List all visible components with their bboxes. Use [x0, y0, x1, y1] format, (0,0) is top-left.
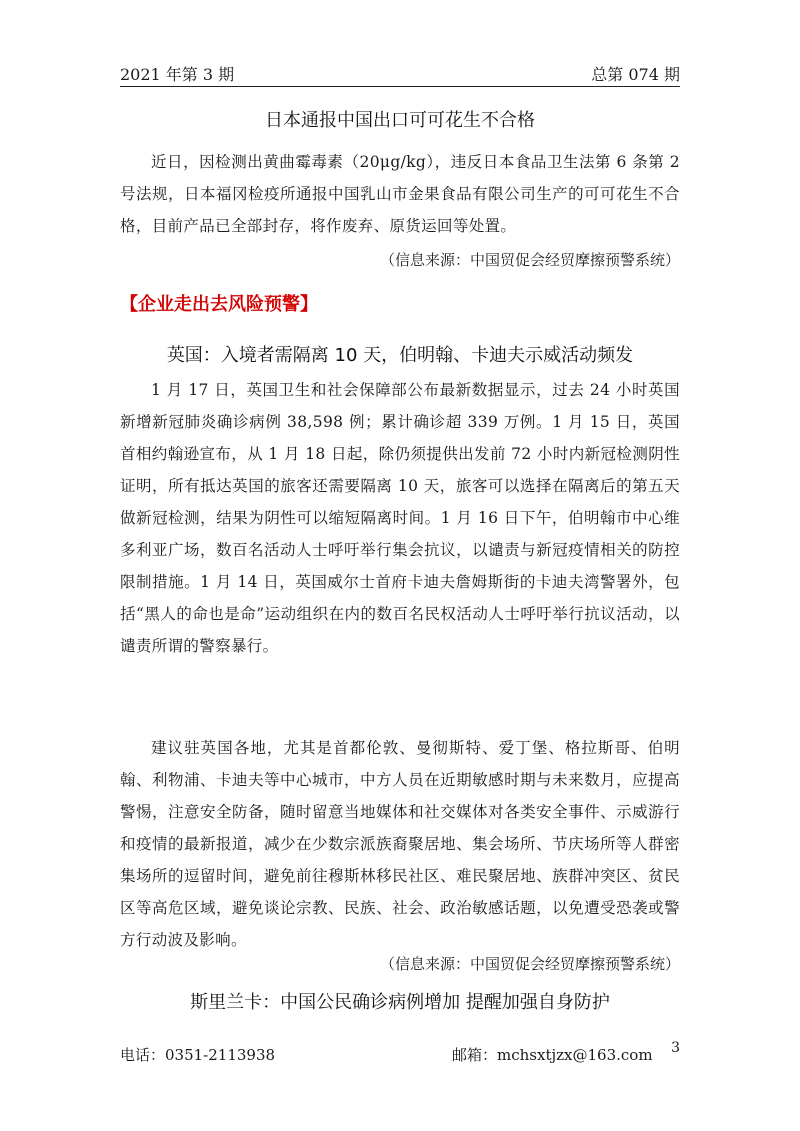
- article-title-uk: 英国：入境者需隔离 10 天，伯明翰、卡迪夫示威活动频发: [166, 345, 634, 366]
- contact-email: 邮箱：mchsxtjzx@163.com: [452, 1046, 653, 1064]
- issue-number: 2021 年第 3 期: [120, 65, 235, 84]
- article-body-uk-para2: 建议驻英国各地，尤其是首都伦敦、曼彻斯特、爱丁堡、格拉斯哥、伯明翰、利物浦、卡迪夫等中心城市，中方人员在近期敏感时期与未来数月，应提高警惕，注意安全防备，随时留意当地媒体和社交媒体对各类安全事件、示威游行和疫情的最新报道，减少在少数宗派族裔聚居地、集会场所、节庆场所等人群密集场所的逗留时间，避免前往穆斯林移民社区、难民聚居地、族群冲突区、贫民区等高危区域，避免谈论宗教、民族、社会、政治敏感话题，以免遭受恐袭或警方行动波及影响。: [120, 739, 680, 949]
- total-issue-number: 总第 074 期: [591, 65, 680, 84]
- contact-phone: 电话：0351-2113938: [120, 1046, 276, 1064]
- article-title-sri-lanka: 斯里兰卡：中国公民确诊病例增加 提醒加强自身防护: [190, 992, 610, 1013]
- source-note-japan: （信息来源：中国贸促会经贸摩擦预警系统）: [379, 251, 680, 269]
- article-title-japan: 日本通报中国出口可可花生不合格: [265, 110, 535, 131]
- article-body-japan: 近日，因检测出黄曲霉毒素（20μg/kg），违反日本食品卫生法第 6 条第 2 号法规，日本福冈检疫所通报中国乳山市金果食品有限公司生产的可可花生不合格，目前产品已全部封存，将作废弃、原货运回等处置。: [120, 153, 680, 235]
- page-header: [120, 60, 680, 87]
- source-note-uk: （信息来源：中国贸促会经贸摩擦预警系统）: [379, 955, 680, 973]
- article-body-uk-para1: 1 月 17 日，英国卫生和社会保障部公布最新数据显示，过去 24 小时英国新增新冠肺炎确诊病例 38,598 例；累计确诊超 339 万例。1 月 15 日，英国首相约翰逊宣布，从 1 月 18 日起，除仍须提供出发前 72 小时内新冠检测阴性证明，所有抵达英国的旅客还需要隔离 10 天，旅客可以选择在隔离后的第五天做新冠检测，结果为阴性可以缩短隔离时间。1 月 16 日下午，伯明翰市中心维多利亚广场，数百名活动人士呼吁举行集会抗议，以谴责与新冠疫情相关的防控限制措施。1 月 14 日，英国威尔士首府卡迪夫詹姆斯街的卡迪夫湾警署外，包括“黑人的命也是命”运动组织在内的数百名民权活动人士呼吁举行抗议活动，以谴责所谓的警察暴行。: [120, 381, 680, 655]
- section-heading-risk-alert: 【企业走出去风险预警】: [120, 294, 318, 315]
- page-number: 3: [671, 1040, 680, 1056]
